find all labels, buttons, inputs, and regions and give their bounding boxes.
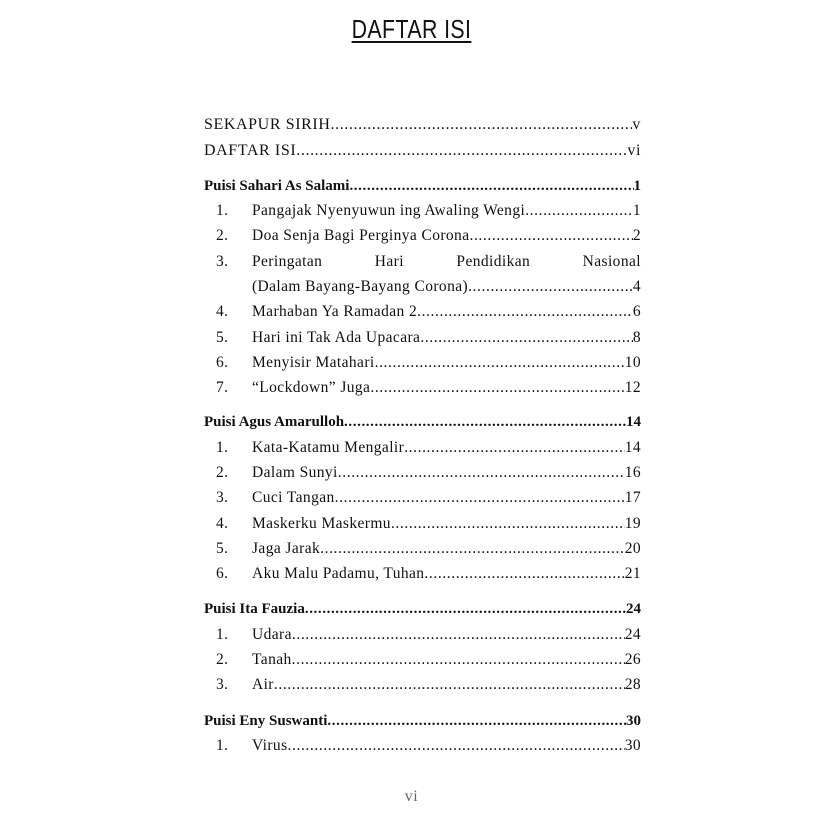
toc-entry[interactable] [204,200,641,222]
word: Nasional [582,253,641,270]
section-page: 24 [626,601,641,617]
entry-number: 4. [216,303,229,320]
word: Pendidikan [456,253,531,270]
entry-title-line2: (Dalam Bayang-Bayang Corona) [252,278,469,295]
toc-entry[interactable] [204,462,641,484]
entry-page: 14 [624,439,641,456]
entry-number: 5. [216,329,229,346]
leader-dots [349,175,633,197]
entry-number: 3. [216,489,229,506]
toc-entry[interactable] [204,225,641,247]
leader-dots [404,437,625,459]
toc-entry[interactable] [204,563,641,585]
entry-number: 7. [216,379,229,396]
leader-dots [420,327,633,349]
leader-dots [525,200,633,222]
toc-entry-page: v [632,116,641,133]
entry-number: 6. [216,354,229,371]
word: Peringatan [252,253,323,270]
entry-page: 10 [624,354,641,371]
section-title: Puisi Agus Amarulloh [204,414,345,430]
entry-number: 2. [216,227,229,244]
entry-page: 24 [624,626,641,643]
entry-title: Kata-Katamu Mengalir [252,439,405,456]
leader-dots [344,411,626,433]
entry-page: 19 [624,515,641,532]
section-heading[interactable] [204,598,641,620]
leader-dots [335,487,625,509]
entry-number: 2. [216,464,229,481]
entry-title: “Lockdown” Juga [252,379,371,396]
leader-dots [370,377,624,399]
entry-title: Maskerku Maskermu [252,515,391,532]
toc-entry-text: DAFTAR ISI [204,142,297,159]
toc-entry[interactable] [204,352,641,374]
toc-entry-page: vi [627,142,641,159]
leader-dots [424,563,624,585]
section-page: 1 [633,178,641,194]
entry-title: Tanah [252,651,292,668]
entry-number: 4. [216,515,229,532]
entry-title: Hari ini Tak Ada Upacara [252,329,421,346]
leader-dots [292,624,625,646]
entry-page: 6 [632,303,641,320]
section-heading[interactable] [204,175,641,197]
section-heading[interactable] [204,411,641,433]
toc-entry[interactable] [204,624,641,646]
toc-entry-continuation[interactable] [204,276,641,298]
toc-entry[interactable] [204,377,641,399]
section-title: Puisi Ita Fauzia [204,601,305,617]
entry-page: 2 [632,227,641,244]
page-title: DAFTAR ISI [351,14,472,44]
entry-page: 17 [624,489,641,506]
leader-dots [305,598,626,620]
entry-page: 16 [624,464,641,481]
entry-number: 1. [216,202,229,219]
toc-entry-sekapur-sirih[interactable] [204,114,641,136]
entry-number: 1. [216,737,229,754]
toc-entry[interactable] [204,251,641,273]
section-title: Puisi Sahari As Salami [204,178,350,194]
section-title: Puisi Eny Suswanti [204,713,328,729]
entry-number: 1. [216,439,229,456]
entry-title-line1 [252,251,641,273]
toc-entry[interactable] [204,513,641,535]
toc-entry-daftar-isi[interactable] [204,140,641,162]
leader-dots [327,710,626,732]
entry-title: Marhaban Ya Ramadan 2 [252,303,418,320]
entry-title: Dalam Sunyi [252,464,338,481]
word: Hari [374,253,404,270]
entry-title: Cuci Tangan [252,489,335,506]
toc-entry[interactable] [204,327,641,349]
entry-page: 28 [624,676,641,693]
entry-title: Menyisir Matahari [252,354,375,371]
toc-entry[interactable] [204,301,641,323]
section-page: 30 [626,713,641,729]
section-page: 14 [626,414,641,430]
entry-page: 30 [624,737,641,754]
leader-dots [274,674,625,696]
leader-dots [391,513,625,535]
toc-entry[interactable] [204,649,641,671]
toc-entry[interactable] [204,674,641,696]
entry-page: 26 [624,651,641,668]
leader-dots [292,649,625,671]
leader-dots [320,538,625,560]
entry-number: 1. [216,626,229,643]
leader-dots [296,140,627,162]
leader-dots [331,114,633,136]
entry-page: 12 [624,379,641,396]
entry-number: 6. [216,565,229,582]
entry-title: Virus [252,737,288,754]
entry-title: Doa Senja Bagi Perginya Corona [252,227,470,244]
page-number: vi [404,788,419,805]
leader-dots [417,301,633,323]
entry-number: 5. [216,540,229,557]
entry-page: 1 [632,202,641,219]
entry-title: Jaga Jarak [252,540,321,557]
leader-dots [288,735,625,757]
entry-title: Udara [252,626,292,643]
leader-dots [375,352,625,374]
toc-entry-text: SEKAPUR SIRIH [204,116,331,133]
entry-page: 8 [632,329,641,346]
entry-number: 2. [216,651,229,668]
entry-title: Aku Malu Padamu, Tuhan [252,565,425,582]
entry-title: Pangajak Nyenyuwun ing Awaling Wengi [252,202,526,219]
toc-entry[interactable] [204,735,641,757]
leader-dots [469,225,632,247]
toc-entry[interactable] [204,437,641,459]
leader-dots [338,462,625,484]
leader-dots [468,276,633,298]
entry-page: 4 [632,278,641,295]
entry-page: 21 [624,565,641,582]
entry-number: 3. [216,253,229,270]
entry-title: Air [252,676,274,693]
entry-page: 20 [624,540,641,557]
toc-entry[interactable] [204,487,641,509]
toc-entry[interactable] [204,538,641,560]
section-heading[interactable] [204,710,641,732]
entry-number: 3. [216,676,229,693]
